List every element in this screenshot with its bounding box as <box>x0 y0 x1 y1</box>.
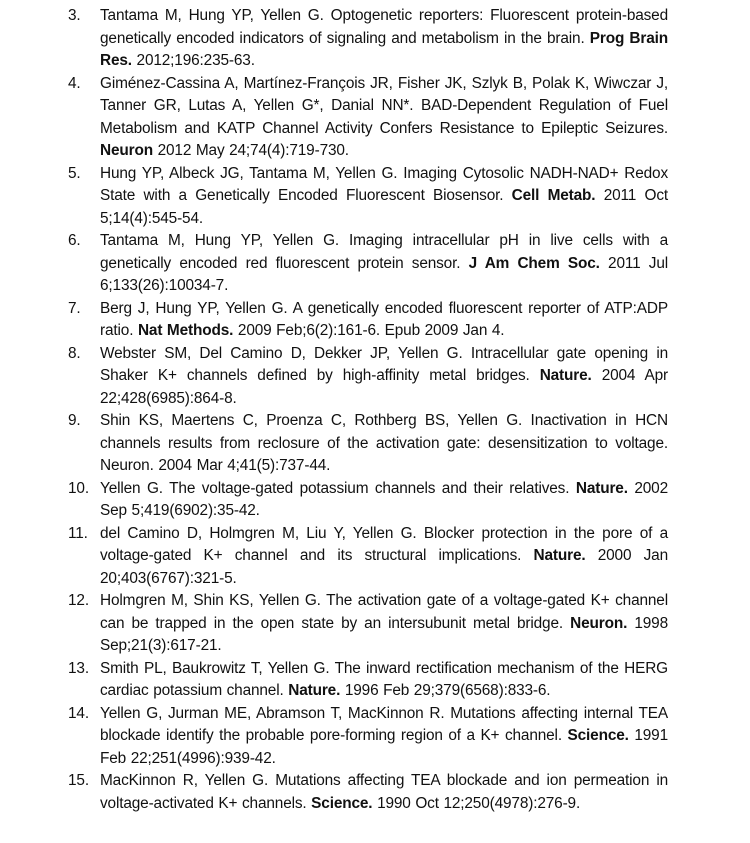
reference-number: 5. <box>68 164 81 182</box>
reference-text: Yellen G, Jurman ME, Abramson T, MacKinnon R. Mutations affecting internal TEA blockade identify the probable pore-forming region of a K+ channel. <box>100 704 668 744</box>
reference-citation: 1991 Feb 22;251(4996):939-42. <box>100 727 668 767</box>
reference-citation: 1990 Oct 12;250(4978):276-9. <box>372 794 581 812</box>
reference-item <box>68 163 668 231</box>
reference-item <box>68 343 668 411</box>
reference-journal: Prog Brain Res. <box>100 29 668 69</box>
reference-item <box>68 478 668 523</box>
reference-item <box>68 590 668 658</box>
reference-item <box>68 523 668 591</box>
reference-text: Tantama M, Hung YP, Yellen G. Optogenetic reporters: Fluorescent protein-based genetically encoded indicators of signaling and metabolism in the brain. <box>100 7 668 47</box>
reference-number: 4. <box>68 74 81 92</box>
reference-item <box>68 230 668 298</box>
reference-item <box>68 298 668 343</box>
reference-journal: Nat Methods. <box>137 322 234 339</box>
reference-journal: Neuron. <box>570 614 628 632</box>
reference-journal: Science. <box>567 727 629 744</box>
reference-text: Shin KS, Maertens C, Proenza C, Rothberg BS, Yellen G. Inactivation in HCN channels results from reclosure of the activation gate: desensitization to voltage. Neuron. 2004 Mar 4;41(5):737-44. <box>100 412 668 474</box>
reference-item <box>68 658 668 703</box>
reference-citation: 2011 Jul 6;133(26):10034-7. <box>100 254 669 294</box>
reference-list <box>68 5 668 815</box>
reference-number: 8. <box>68 344 81 362</box>
reference-item <box>68 703 668 771</box>
reference-text: MacKinnon R, Yellen G. Mutations affecting TEA blockade and ion permeation in voltage-activated K+ channels. <box>100 772 668 812</box>
reference-journal: Nature. <box>533 547 586 564</box>
reference-number: 14. <box>68 704 89 722</box>
reference-citation: 2004 Apr 22;428(6985):864-8. <box>100 367 668 407</box>
reference-item <box>68 410 668 478</box>
reference-number: 15. <box>68 772 89 789</box>
reference-citation: 2009 Feb;6(2):161-6. Epub 2009 Jan 4. <box>233 322 505 339</box>
reference-citation: 2000 Jan 20;403(6767):321-5. <box>100 547 668 587</box>
reference-citation: 2012 May 24;74(4):719-730. <box>152 142 349 159</box>
reference-item <box>68 73 668 163</box>
reference-journal: Neuron <box>100 142 153 159</box>
reference-text: Holmgren M, Shin KS, Yellen G. The activation gate of a voltage-gated K+ channel can be trapped in the open state by an intersubunit metal bridge. <box>100 592 668 632</box>
reference-number: 3. <box>68 7 81 24</box>
reference-number: 7. <box>68 299 81 317</box>
reference-text: Yellen G. The voltage-gated potassium channels and their relatives. <box>100 479 576 497</box>
reference-number: 9. <box>68 412 81 429</box>
reference-text: Smith PL, Baukrowitz T, Yellen G. The inward rectification mechanism of the HERG cardiac potassium channel. <box>100 659 668 699</box>
reference-journal: Science. <box>311 794 373 812</box>
reference-citation: 2012;196:235-63. <box>131 52 255 69</box>
reference-citation: 2002 Sep 5;419(6902):35-42. <box>100 479 668 519</box>
reference-journal: Nature. <box>575 479 628 497</box>
reference-number: 10. <box>68 479 89 497</box>
reference-number: 6. <box>68 232 81 249</box>
reference-journal: J Am Chem Soc. <box>468 254 600 272</box>
reference-text: Berg J, Hung YP, Yellen G. A genetically encoded fluorescent reporter of ATP:ADP ratio. <box>100 299 668 339</box>
reference-journal: Nature. <box>288 682 341 699</box>
reference-text: Tantama M, Hung YP, Yellen G. Imaging intracellular pH in live cells with a genetically encoded red fluorescent protein sensor. <box>100 232 668 272</box>
reference-number: 13. <box>68 659 89 677</box>
reference-citation: 1998 Sep;21(3):617-21. <box>100 614 668 654</box>
reference-journal: Nature. <box>539 367 592 384</box>
reference-item <box>68 770 668 815</box>
reference-item <box>68 5 668 73</box>
reference-citation: 2011 Oct 5;14(4):545-54. <box>100 187 668 227</box>
reference-number: 12. <box>68 592 89 609</box>
reference-number: 11. <box>68 524 88 542</box>
reference-text: Webster SM, Del Camino D, Dekker JP, Yellen G. Intracellular gate opening in Shaker K+ channels defined by high-affinity metal bridges. <box>100 344 668 384</box>
reference-text: Hung YP, Albeck JG, Tantama M, Yellen G. Imaging Cytosolic NADH-NAD+ Redox State with a Genetically Encoded Fluorescent Biosensor. <box>100 164 668 204</box>
reference-journal: Cell Metab. <box>511 187 596 204</box>
reference-text: del Camino D, Holmgren M, Liu Y, Yellen G. Blocker protection in the pore of a voltage-gated K+ channel and its structural implications. <box>100 524 668 564</box>
reference-citation: 1996 Feb 29;379(6568):833-6. <box>340 682 551 699</box>
reference-text: Giménez-Cassina A, Martínez-François JR, Fisher JK, Szlyk B, Polak K, Wiwczar J, Tanner GR, Lutas A, Yellen G*, Danial NN*. BAD-Dependent Regulation of Fuel Metabolism and KATP Channel Activity Confers Resistance to Epileptic Seizures. <box>100 74 668 137</box>
